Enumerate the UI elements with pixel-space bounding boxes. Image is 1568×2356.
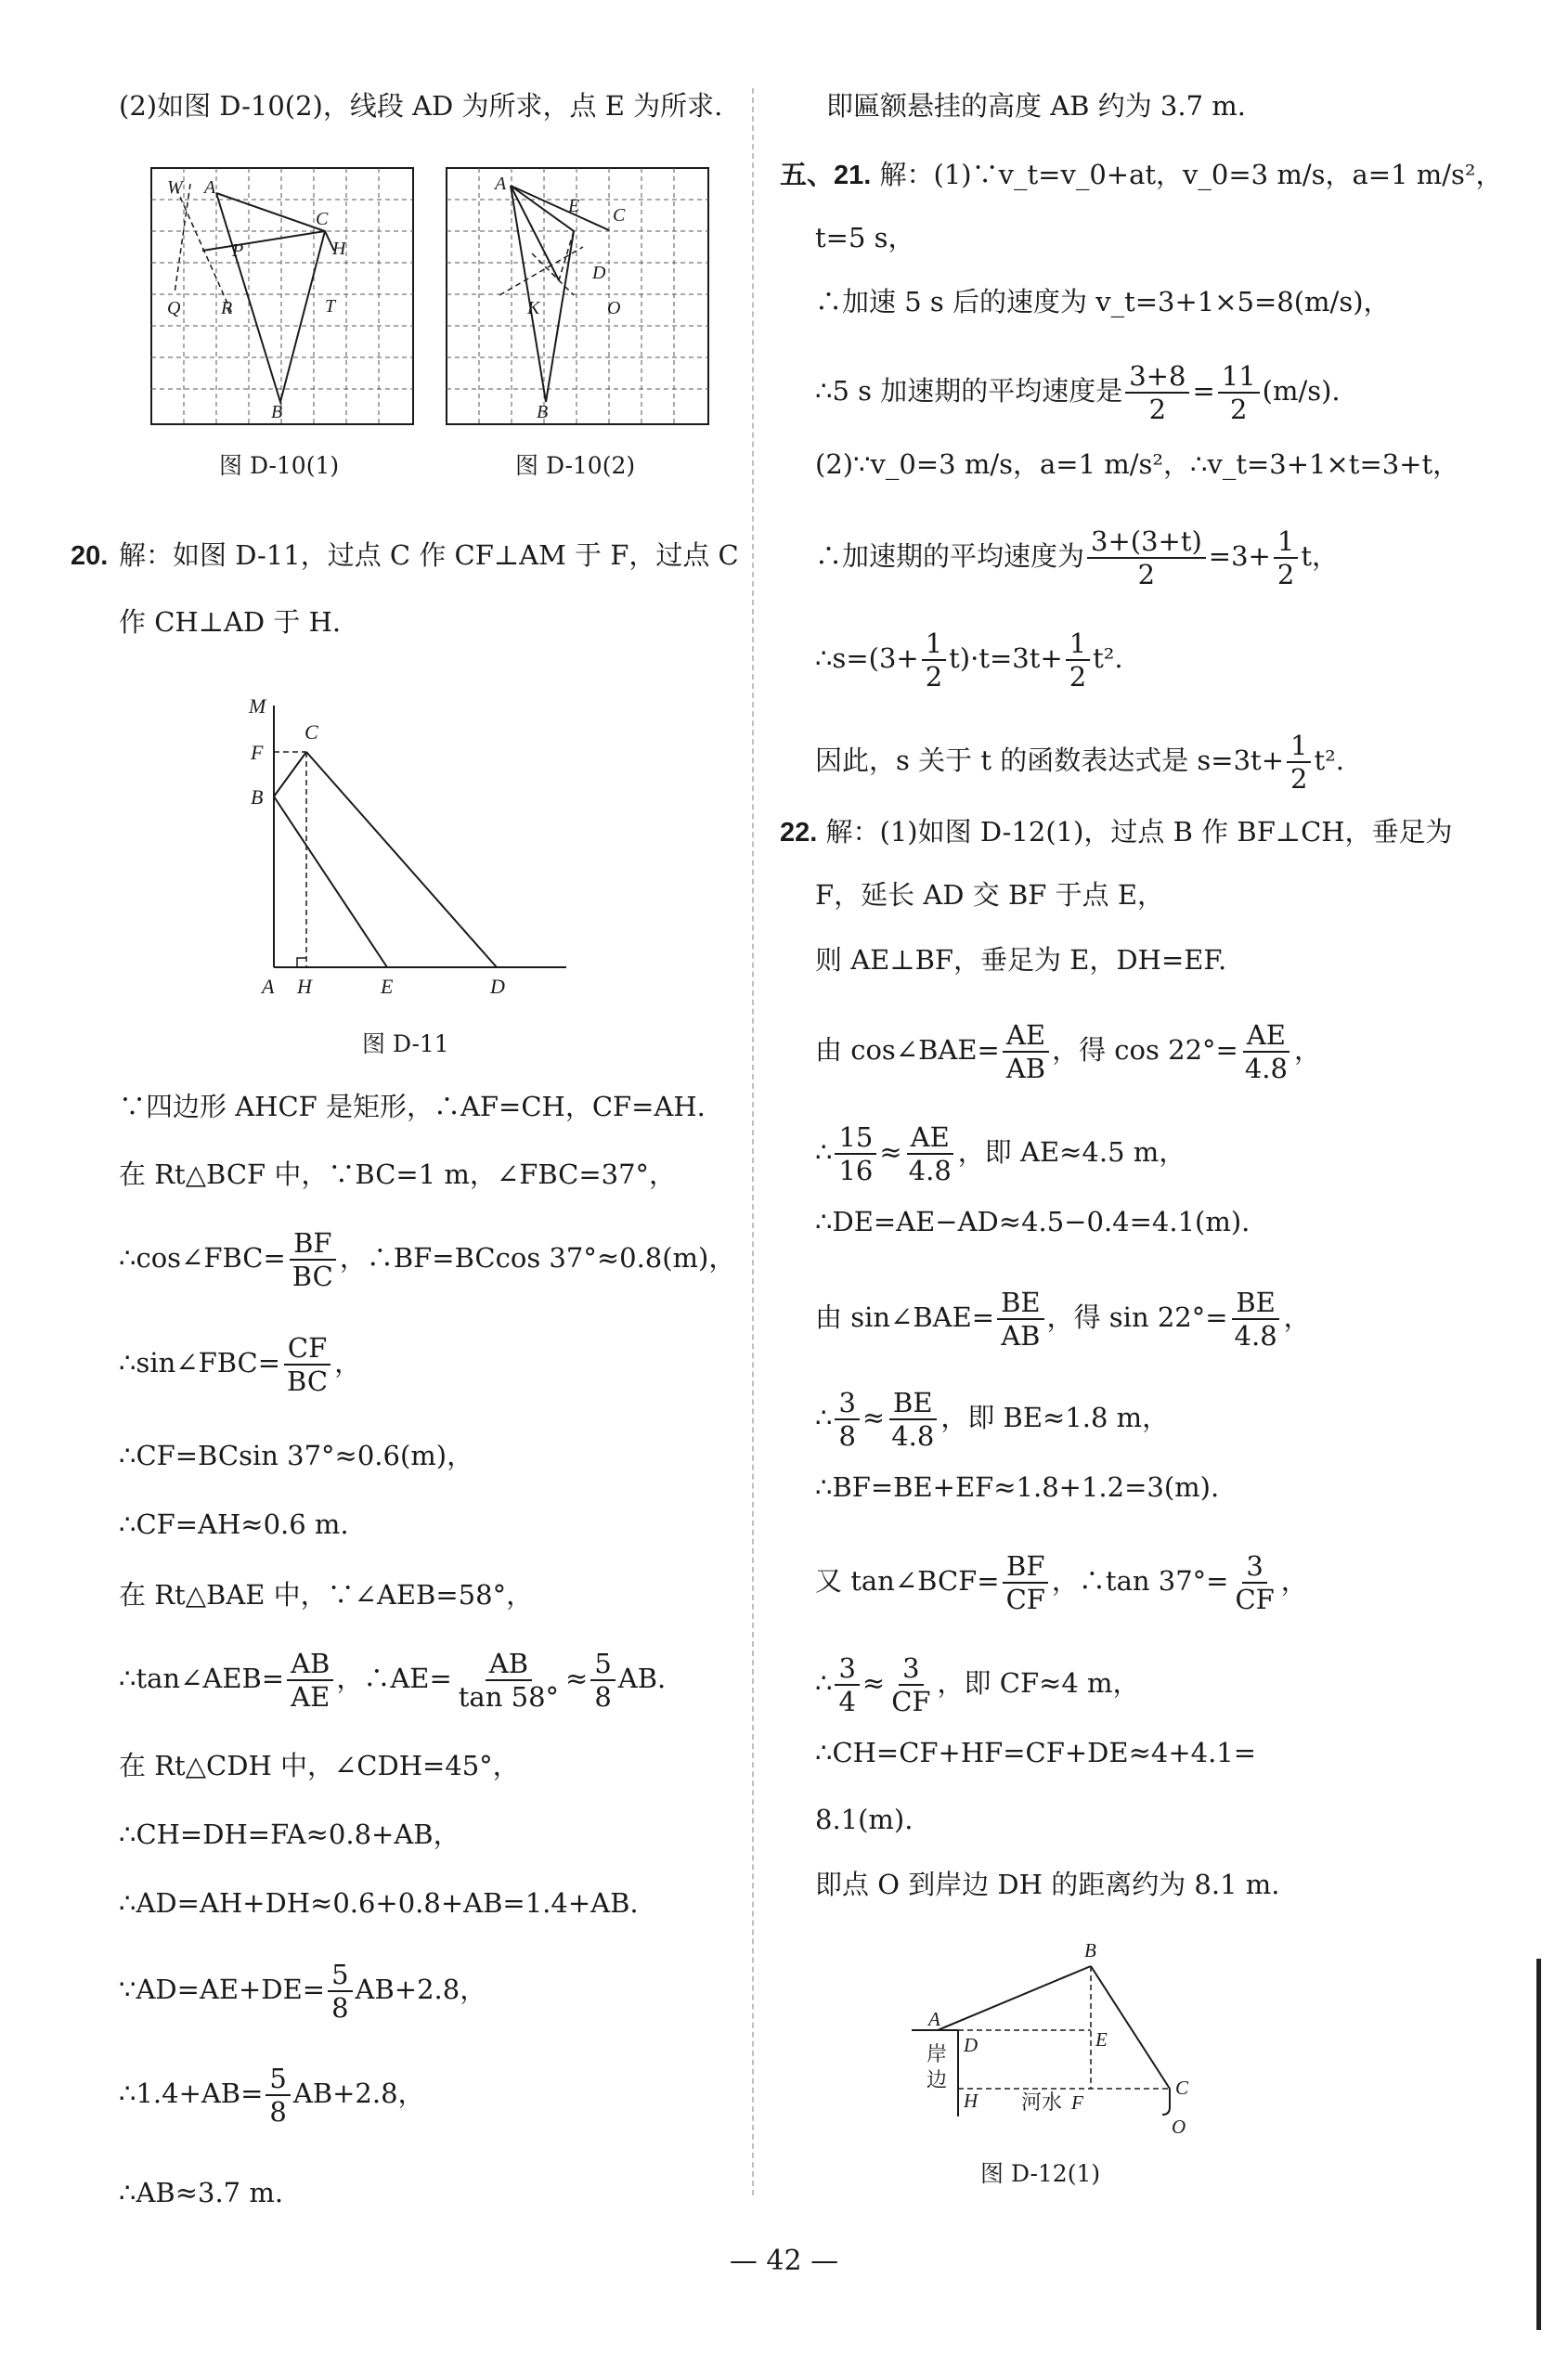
frac-ae-48-b — [905, 1121, 955, 1186]
r-line20 — [815, 1652, 1140, 1717]
frac-be-48-b — [888, 1387, 938, 1452]
r7-num1: 3+(3+t) — [1087, 525, 1206, 559]
fig12-label-H: H — [964, 2090, 978, 2112]
r14-den1: 16 — [838, 1155, 874, 1186]
r10-text: 解：(1)如图 D-12(1)，过点 B 作 BF⊥CH，垂足为 — [825, 816, 1453, 848]
l5-b: ，∴BF=BCcos 37°≈0.8(m)， — [339, 1242, 736, 1274]
r8-c: t². — [1093, 642, 1123, 674]
fig2-label-K: K — [527, 298, 540, 318]
r13-den1: AB — [1005, 1053, 1046, 1084]
fig1-label-R: R — [221, 298, 233, 318]
intro-text: (2)如图 D-10(2)，线段 AD 为所求，点 E 为所求. — [119, 90, 723, 122]
fig1-label-W: W — [167, 177, 183, 198]
r-line3: t=5 s， — [815, 222, 915, 253]
l10-a: ∴tan∠AEB= — [119, 1663, 285, 1694]
r-line18: ∴BF=BE+EF≈1.8+1.2=3(m). — [815, 1471, 1220, 1503]
fig11-label-A: A — [262, 975, 275, 998]
r14-den2: 4.8 — [908, 1155, 952, 1186]
r-line22: 8.1(m). — [815, 1804, 914, 1835]
r7-b: =3+ — [1208, 540, 1271, 572]
fig-d12-1-caption: 图 D-12(1) — [980, 2160, 1101, 2187]
r9-den: 2 — [1290, 763, 1308, 795]
fig11-label-B: B — [251, 785, 264, 809]
frac-ab-tan58 — [455, 1648, 563, 1713]
fig12-label-F: F — [1071, 2091, 1083, 2114]
r13-num1: AE — [1003, 1019, 1049, 1053]
fig-d10-1-caption: 图 D-10(1) — [219, 452, 340, 479]
frac-11-2 — [1218, 360, 1260, 425]
l15-den: 8 — [269, 2096, 287, 2128]
r16-den1: AB — [1001, 1320, 1041, 1352]
r13-c: ， — [1293, 1034, 1321, 1066]
r5-den1: 2 — [1148, 394, 1167, 425]
fig11-label-H: H — [297, 975, 312, 998]
r-line19 — [815, 1550, 1308, 1615]
frac-3p8-2 — [1125, 360, 1189, 425]
r-line4: ∴加速 5 s 后的速度为 v_t=3+1×5=8(m/s)， — [815, 286, 1391, 317]
r2-text: 解：(1)∵v_t=v_0+at，v_0=3 m/s，a=1 m/s²， — [879, 159, 1503, 190]
p21-num: 五、21. — [780, 161, 872, 190]
r20-den2: CF — [891, 1686, 931, 1717]
frac-bf-cf — [1003, 1550, 1049, 1615]
fig1-label-B: B — [271, 402, 283, 422]
r19-c: ， — [1280, 1565, 1308, 1597]
r8-num2: 1 — [1066, 628, 1090, 661]
r20-a: ∴ — [815, 1667, 833, 1699]
frac-1-2-d — [1287, 730, 1311, 795]
fig12-label-D: D — [964, 2034, 978, 2056]
l15-b: AB+2.8， — [292, 2078, 425, 2109]
sol20-line6 — [119, 1332, 361, 1397]
l15-a: ∴1.4+AB= — [119, 2078, 264, 2109]
frac-ae-ab — [1003, 1019, 1049, 1084]
p22-num: 22. — [780, 818, 818, 848]
fig11-label-F: F — [251, 741, 264, 764]
r-line12: 则 AE⊥BF，垂足为 E，DH=EF. — [815, 944, 1227, 976]
l10-num1: AB — [287, 1648, 333, 1681]
r17-c: ，即 BE≈1.8 m， — [940, 1402, 1170, 1433]
r17-num2: BE — [889, 1387, 936, 1420]
figure-d12-1 — [901, 1922, 1198, 2144]
sol20-line8: ∴CF=AH≈0.6 m. — [119, 1508, 349, 1540]
r-line11: F，延长 AD 交 BF 于点 E， — [815, 879, 1165, 911]
r5-den2: 2 — [1229, 394, 1248, 425]
r9-num: 1 — [1287, 730, 1311, 763]
figure-d10-1 — [149, 165, 418, 427]
frac-3-4 — [835, 1652, 859, 1717]
fig2-label-O: O — [607, 298, 621, 318]
fig-d10-2-caption: 图 D-10(2) — [515, 452, 636, 479]
page-number: — 42 — — [729, 2245, 839, 2277]
l10-b: ，∴AE= — [336, 1663, 452, 1694]
frac-1-2-c — [1066, 628, 1090, 693]
r14-a: ∴ — [815, 1136, 833, 1168]
l10-e: AB. — [617, 1663, 667, 1694]
fig12-label-B: B — [1084, 1939, 1096, 1961]
l5-den: BC — [292, 1261, 333, 1292]
r-line9 — [815, 730, 1344, 795]
r-line17 — [815, 1387, 1169, 1452]
r17-den1: 8 — [838, 1420, 856, 1452]
fig12-label-A: A — [928, 2008, 940, 2030]
r9-a: 因此，s 关于 t 的函数表达式是 s=3t+ — [815, 744, 1284, 776]
r13-den2: 4.8 — [1244, 1053, 1288, 1084]
fig1-label-A: A — [204, 177, 216, 198]
r14-b: ≈ — [879, 1136, 902, 1168]
r19-num2: 3 — [1242, 1550, 1266, 1584]
r8-den1: 2 — [925, 661, 943, 693]
sol20-line3: ∵四边形 AHCF 是矩形，∴AF=CH，CF=AH. — [119, 1091, 706, 1122]
sol20-line11: 在 Rt△CDH 中，∠CDH=45°， — [119, 1750, 520, 1781]
fig1-label-Q: Q — [167, 298, 181, 318]
frac-be-ab — [997, 1287, 1043, 1352]
r16-num2: BE — [1232, 1287, 1278, 1320]
r9-b: t². — [1314, 744, 1344, 776]
r16-num1: BE — [997, 1287, 1043, 1320]
r20-den1: 4 — [838, 1686, 856, 1717]
l10-den1: AE — [291, 1681, 330, 1713]
r16-c: ， — [1283, 1301, 1311, 1333]
sol20-line10 — [119, 1648, 666, 1713]
figure-d10-2 — [444, 165, 713, 427]
r8-a: ∴s=(3+ — [815, 642, 919, 674]
r20-num1: 3 — [835, 1652, 859, 1686]
r20-c: ，即 CF≈4 m， — [937, 1667, 1140, 1699]
fig2-label-E: E — [568, 196, 580, 216]
l6-a: ∴sin∠FBC= — [119, 1347, 281, 1379]
p20-line1: 解：如图 D-11，过点 C 作 CF⊥AM 于 F，过点 C — [119, 539, 739, 571]
r7-c: t， — [1301, 540, 1339, 572]
fig12-label-C: C — [1175, 2077, 1189, 2099]
r14-num1: 15 — [835, 1121, 876, 1155]
r19-b: ，∴tan 37°= — [1051, 1565, 1229, 1597]
l15-num: 5 — [266, 2063, 290, 2096]
fig11-label-D: D — [490, 975, 505, 998]
r-line16 — [815, 1287, 1311, 1352]
frac-5-8-b — [328, 1959, 352, 2024]
fig-d11-caption: 图 D-11 — [362, 1030, 449, 1057]
frac-be-48 — [1231, 1287, 1281, 1352]
fig12-label-bank2: 边 — [927, 2069, 948, 2092]
fig2-label-B: B — [537, 402, 549, 422]
frac-3-8 — [835, 1387, 859, 1452]
frac-avg — [1087, 525, 1206, 590]
r16-a: 由 sin∠BAE= — [815, 1301, 995, 1333]
fig2-label-A: A — [495, 174, 507, 194]
r7-a: ∴加速期的平均速度为 — [815, 540, 1085, 572]
r-line2 — [780, 156, 1503, 194]
frac-3-cf — [1231, 1550, 1277, 1615]
sol20-line13: ∴AD=AH+DH≈0.6+0.8+AB=1.4+AB. — [119, 1887, 639, 1919]
sol20-line4: 在 Rt△BCF 中，∵BC=1 m，∠FBC=37°， — [119, 1159, 677, 1190]
fig2-label-C: C — [613, 205, 626, 226]
sol20-line16: ∴AB≈3.7 m. — [119, 2177, 284, 2208]
r-line23: 即点 O 到岸边 DH 的距离约为 8.1 m. — [815, 1869, 1280, 1900]
r5-a: ∴5 s 加速期的平均速度是 — [815, 375, 1123, 407]
l14-a: ∵AD=AE+DE= — [119, 1974, 326, 2005]
frac-1-2-a — [1274, 525, 1298, 590]
r19-a: 又 tan∠BCF= — [815, 1565, 1000, 1597]
fig12-label-bank1: 岸 — [927, 2043, 948, 2066]
r20-b: ≈ — [862, 1667, 886, 1699]
fig11-label-C: C — [305, 720, 318, 744]
sol20-line5 — [119, 1227, 735, 1292]
r17-a: ∴ — [815, 1402, 833, 1433]
problem-20-number — [71, 537, 108, 575]
l10-num2: AB — [486, 1648, 532, 1681]
sol20-line12: ∴CH=DH=FA≈0.8+AB， — [119, 1819, 460, 1850]
r7-num2: 1 — [1274, 525, 1298, 559]
l6-b: ， — [334, 1347, 362, 1379]
r-line6: (2)∵v_0=3 m/s，a=1 m/s²，∴v_t=3+1×t=3+t， — [815, 448, 1460, 480]
frac-ab-ae — [287, 1648, 333, 1713]
l14-num: 5 — [328, 1959, 352, 1992]
r-line15: ∴DE=AE−AD≈4.5−0.4=4.1(m). — [815, 1206, 1251, 1237]
r7-den1: 2 — [1137, 559, 1156, 590]
l14-b: AB+2.8， — [355, 1974, 487, 2005]
fig12-label-E: E — [1095, 2028, 1108, 2051]
r19-num1: BF — [1003, 1550, 1048, 1584]
p20-num: 20. — [71, 541, 109, 571]
fig1-label-H: H — [332, 239, 346, 259]
r17-den2: 4.8 — [891, 1420, 935, 1452]
fig1-label-T: T — [325, 296, 336, 317]
r16-b: ，得 sin 22°= — [1046, 1301, 1228, 1333]
frac-15-16 — [835, 1121, 876, 1186]
r-line13 — [815, 1019, 1321, 1084]
figure-d11 — [241, 687, 576, 1003]
r7-den2: 2 — [1276, 559, 1295, 590]
r16-den2: 4.8 — [1234, 1320, 1277, 1352]
l6-den: BC — [287, 1366, 329, 1397]
fig11-label-E: E — [381, 975, 394, 998]
r20-num2: 3 — [899, 1652, 923, 1686]
r8-b: t)·t=3t+ — [949, 642, 1063, 674]
sol20-line15 — [119, 2063, 425, 2128]
frac-5-8-a — [590, 1648, 615, 1713]
r-line8 — [815, 628, 1123, 693]
frac-3-cf-b — [888, 1652, 934, 1717]
sol20-line7: ∴CF=BCsin 37°≈0.6(m)， — [119, 1440, 474, 1471]
r-line1: 即匾额悬挂的高度 AB 约为 3.7 m. — [826, 90, 1246, 122]
r5-num2: 11 — [1218, 360, 1260, 394]
sol20-line14 — [119, 1959, 486, 2024]
r-line10 — [780, 813, 1453, 851]
r-line21: ∴CH=CF+HF=CF+DE≈4+4.1= — [815, 1737, 1257, 1768]
r19-den1: CF — [1005, 1584, 1045, 1615]
r13-num2: AE — [1243, 1019, 1289, 1053]
fig1-label-C: C — [316, 209, 329, 229]
fig12-label-river: 河水 — [1021, 2091, 1063, 2115]
r-line14 — [815, 1121, 1186, 1186]
r13-b: ，得 cos 22°= — [1052, 1034, 1238, 1066]
r17-num1: 3 — [835, 1387, 859, 1420]
r8-den2: 2 — [1069, 661, 1087, 693]
sol20-line9: 在 Rt△BAE 中，∵∠AEB=58°， — [119, 1579, 534, 1611]
r5-c: (m/s). — [1262, 375, 1341, 407]
frac-ae-48 — [1241, 1019, 1291, 1084]
r8-num1: 1 — [922, 628, 946, 661]
r17-b: ≈ — [862, 1402, 886, 1433]
r5-b: = — [1192, 375, 1215, 407]
l10-den2: tan 58° — [458, 1681, 560, 1713]
l5-a: ∴cos∠FBC= — [119, 1242, 286, 1274]
frac-5-8-c — [266, 2063, 290, 2128]
fig2-label-D: D — [592, 263, 606, 283]
l14-den: 8 — [331, 1992, 349, 2024]
l10-den3: 8 — [594, 1681, 612, 1713]
frac-cf-bc — [283, 1332, 331, 1397]
l6-num: CF — [284, 1332, 330, 1366]
l10-num3: 5 — [590, 1648, 615, 1681]
fig12-label-O: O — [1172, 2116, 1186, 2138]
fig1-label-P: P — [232, 240, 244, 261]
r-line5 — [815, 360, 1341, 425]
l5-num: BF — [290, 1227, 335, 1261]
r13-a: 由 cos∠BAE= — [815, 1034, 1000, 1066]
r14-num2: AE — [907, 1121, 953, 1155]
column-divider — [752, 88, 754, 2195]
r5-num1: 3+8 — [1125, 360, 1189, 394]
l10-c: ≈ — [565, 1663, 589, 1694]
frac-1-2-b — [922, 628, 946, 693]
frac-bf-bc — [289, 1227, 337, 1292]
r19-den2: CF — [1235, 1584, 1275, 1615]
r-line7 — [815, 525, 1339, 590]
r14-c: ，即 AE≈4.5 m， — [957, 1136, 1186, 1168]
p20-line2: 作 CH⊥AD 于 H. — [119, 606, 342, 638]
fig11-label-M: M — [249, 694, 266, 718]
